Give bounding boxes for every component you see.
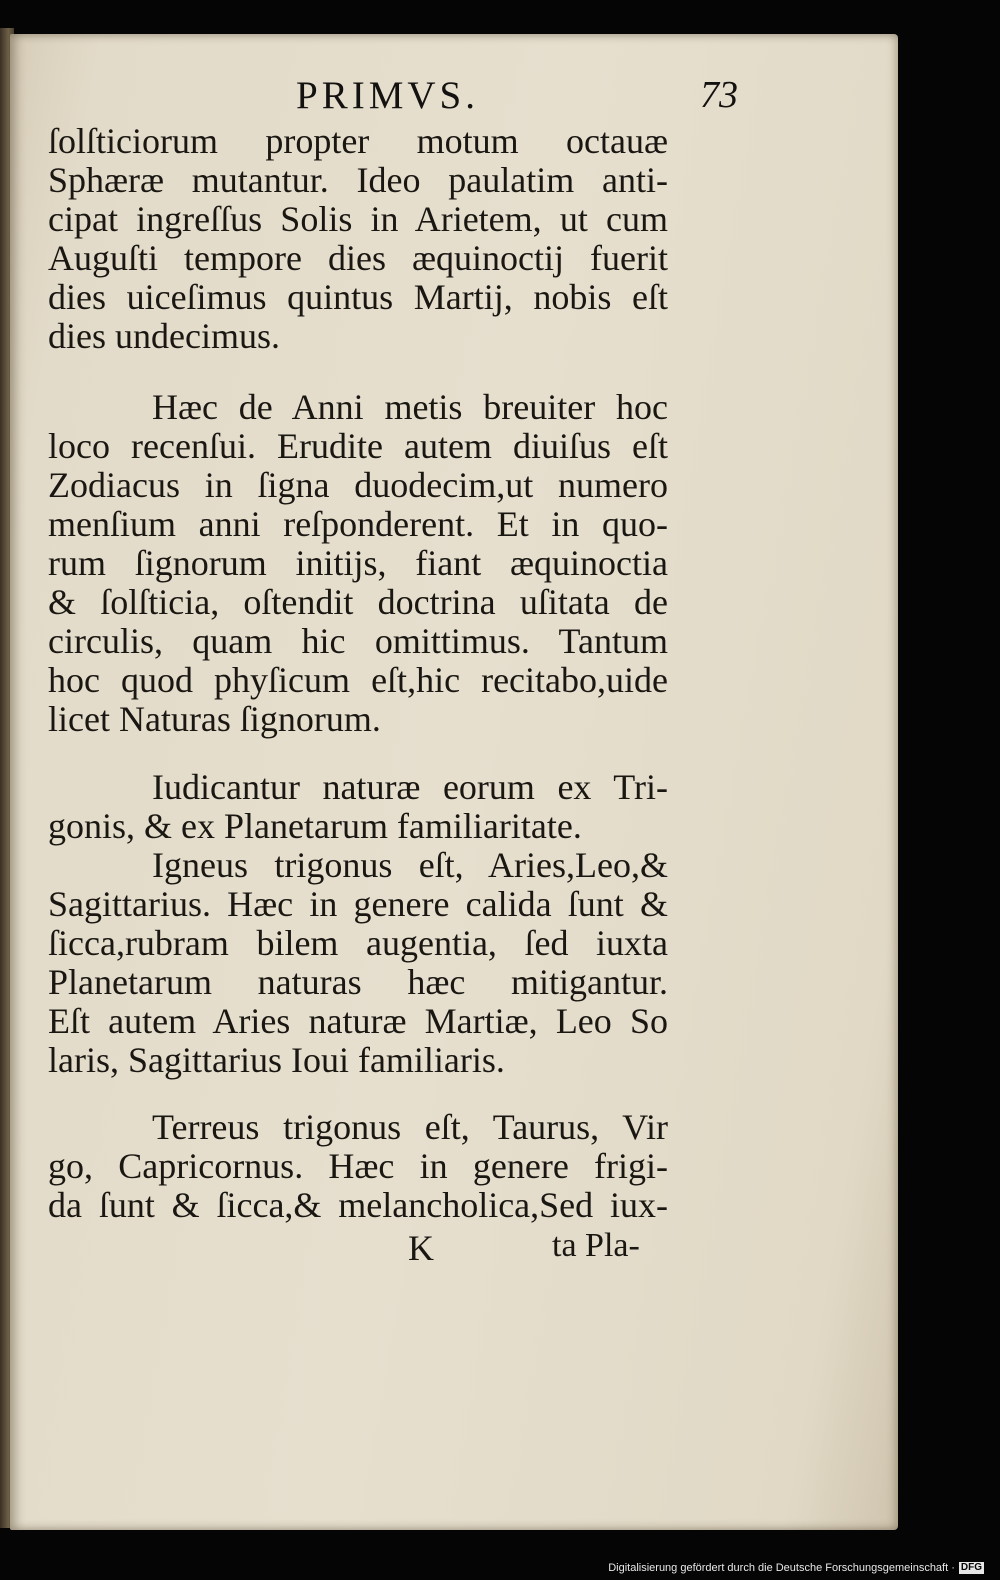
text-line: gonis, & ex Planetarum familiaritate. xyxy=(48,806,582,846)
text-line: Auguſti tempore dies æquinoctij fuerit xyxy=(48,238,668,278)
paragraph-2 xyxy=(48,388,668,739)
text-line: Terreus trigonus eſt, Taurus, Vir xyxy=(152,1107,668,1147)
page-number: 73 xyxy=(700,74,738,116)
paragraph-1 xyxy=(48,122,668,356)
paragraph-4 xyxy=(48,1108,668,1225)
text-line: ſicca,rubram bilem augentia, ſed iuxta xyxy=(48,923,668,963)
page-footer-line xyxy=(0,1227,900,1267)
text-line: & ſolſticia, oſtendit doctrina uſitata de xyxy=(48,582,668,622)
running-head: PRIMVS. xyxy=(296,74,479,117)
text-line: Sphæræ mutantur. Ideo paulatim anti- xyxy=(48,160,668,200)
text-line: loco recenſui. Erudite autem diuiſus eſt xyxy=(48,426,668,466)
text-line: rum ſignorum initijs, fiant æquinoctia xyxy=(48,543,668,583)
text-line: go, Capricornus. Hæc in genere frigi- xyxy=(48,1146,668,1186)
text-line: dies uiceſimus quintus Martij, nobis eſt xyxy=(48,277,668,317)
text-line: cipat ingreſſus Solis in Arietem, ut cum xyxy=(48,199,668,239)
signature-mark: K xyxy=(408,1228,434,1268)
text-line: Igneus trigonus eſt, Aries,Leo,& xyxy=(152,845,668,885)
catchword: ta Pla- xyxy=(552,1227,640,1264)
text-line: Eſt autem Aries naturæ Martiæ, Leo So xyxy=(48,1001,668,1041)
text-line: licet Naturas ſignorum. xyxy=(48,699,381,739)
text-line: Planetarum naturas hæc mitigantur. xyxy=(48,962,668,1002)
text-line: da ſunt & ſicca,& melancholica,Sed iux- xyxy=(48,1185,668,1225)
text-line: Iudicantur naturæ eorum ex Tri- xyxy=(152,767,668,807)
paragraph-3 xyxy=(48,768,668,1080)
dfg-logo-icon: DFG xyxy=(960,1562,982,1573)
text-line: Hæc de Anni metis breuiter hoc xyxy=(152,387,668,427)
text-line: Zodiacus in ſigna duodecim,ut numero xyxy=(48,465,668,505)
text-line: dies undecimus. xyxy=(48,316,280,356)
text-line: laris, Sagittarius Ioui familiaris. xyxy=(48,1040,505,1080)
text-line: Sagittarius. Hæc in genere calida ſunt & xyxy=(48,884,668,924)
digitization-credit xyxy=(608,1560,984,1576)
text-line: ſolſticiorum propter motum octauæ xyxy=(48,121,668,161)
credit-text: Digitalisierung gefördert durch die Deutsche Forschungsgemeinschaft · xyxy=(608,1562,955,1574)
text-line: hoc quod phyſicum eſt,hic recitabo,uide xyxy=(48,660,668,700)
text-line: menſium anni reſponderent. Et in quo- xyxy=(48,504,668,544)
text-line: circulis, quam hic omittimus. Tantum xyxy=(48,621,668,661)
